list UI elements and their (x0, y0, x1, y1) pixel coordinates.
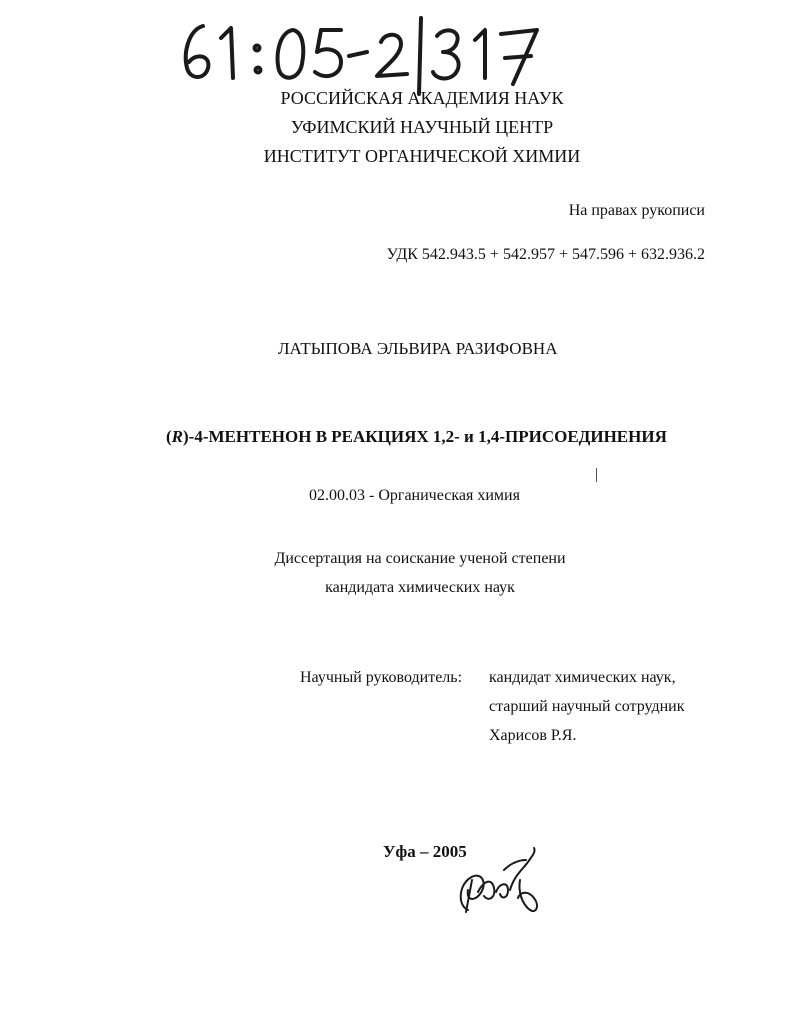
stray-pen-mark (596, 468, 597, 482)
supervisor-degree: кандидат химических наук, (489, 669, 676, 686)
degree-statement (230, 544, 610, 602)
author-name: ЛАТЫПОВА ЭЛЬВИРА РАЗИФОВНА (278, 339, 558, 358)
institution-line-institute: ИНСТИТУТ ОРГАНИЧЕСКОЙ ХИМИИ (263, 146, 581, 166)
specialty-code: 02.00.03 - Органическая химия (309, 487, 520, 504)
institution-line-academy: РОССИЙСКАЯ АКАДЕМИЯ НАУК (280, 88, 564, 108)
supervisor-label: Научный руководитель: (300, 669, 463, 686)
supervisor-name: Харисов Р.Я. (489, 727, 577, 744)
handwritten-signature (448, 840, 543, 920)
supervisor-details (489, 663, 685, 750)
dissertation-title (166, 427, 667, 447)
udc-code: УДК 542.943.5 + 542.957 + 547.596 + 632.936.2 (386, 246, 705, 263)
title-open-paren: ( (166, 427, 172, 446)
signature-drawing (448, 840, 543, 920)
title-r-configuration: R (171, 427, 184, 446)
supervisor-position: старший научный сотрудник (489, 698, 685, 715)
manuscript-rights-note: На правах рукописи (568, 202, 705, 219)
city-year: Уфа – 2005 (383, 842, 467, 861)
title-main-text: )-4-МЕНТЕНОН В РЕАКЦИЯХ 1,2- и 1,4-ПРИСОЕДИНЕНИЯ (183, 427, 667, 446)
institution-header (212, 84, 632, 171)
degree-line-1: Диссертация на соискание ученой степени (274, 550, 566, 567)
institution-line-center: УФИМСКИЙ НАУЧНЫЙ ЦЕНТР (290, 117, 554, 137)
degree-line-2: кандидата химических наук (325, 579, 515, 596)
